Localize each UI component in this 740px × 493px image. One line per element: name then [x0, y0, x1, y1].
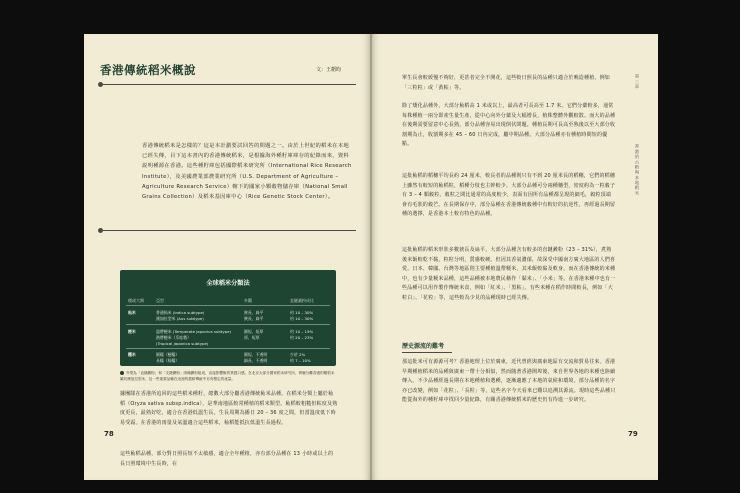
table-header: 亞型 [156, 298, 164, 303]
table-cell: 圓短、不透明 [244, 352, 268, 357]
table-title: 全球稻米分類法 [206, 280, 250, 287]
rice-classification-table [120, 270, 336, 366]
table-cell: 熱帶粳米（爪哇稻） [156, 335, 192, 340]
table-divider [126, 324, 330, 325]
table-cell: 約 10 – 30% [290, 316, 314, 321]
article-author: 文：王韜昀 [316, 67, 342, 73]
table-cell: 長糯（秈糯） [156, 358, 180, 363]
table-cell: (Tropical japonica subtype) [156, 341, 209, 346]
table-cell: 普通秈米 (Indica subtype) [156, 310, 205, 315]
table-cell: 約 10 – 19% [290, 329, 314, 334]
body-paragraph: 這批秈稻的稻穗平均長約 24 厘米，較長者的品種則只有不到 20 厘米長的稻穗，它們的稻穗上雖然有較短的秈稻粒，稻種分枝也主幹較少。大部分品種可分兩種穗型，密度約為一粒穀子有 3 – 4 顆穀粒，穀粒之間比通常的高度較少，表面有因所有品種都呈現的細毛，穀粒頂端會有毛狀的穀芒。在長期保存中，部分品種在香港傳統穀種中有較好的抗逆性，再經過長期留種的選擇，是香港本土較有特色的品種。 [402, 173, 616, 218]
table-cell: 厚、短厚 [244, 335, 260, 340]
body-paragraph: 這些秈稻品種，部分對日照長短不太敏感，適合全年種植，亦有部分品種在 13 小時或以上的長日照環境中生長時，在 [120, 451, 334, 467]
page-number: 78 [104, 430, 114, 438]
body-paragraph: 單生長會較緩慢不夠好，更甚者完全不開花，這些較日照長的品種只適合於晚造種植，例如「三粒粒」或「黃粘」等。 [402, 75, 611, 91]
table-divider [126, 305, 330, 306]
table-cell: 狹長、扁平 [244, 310, 264, 315]
table-header: 直鏈澱粉成比 [290, 298, 314, 303]
body-paragraph: 那這批米可有源源可考？香港地理上位於廣東，近代曾經與廣東地區有交流和貿易往來。香港早期種植稻米的品種與廣東一帶十分相似，然而隨著香港開埠後，來自世界各地的米種也陸續傳入，不少品種經過長期在本地種植和選種，逐漸適應了本地的氣候和環境。部分品種的名字亦已改變，例如「花粒」、「長粒」等，這些名字今天看來已難以追溯其源流。現時這些品種只能從海外的種籽庫中找回少量紀錄，有關香港傳統稻米的歷史仍有待進一步研究。 [402, 359, 616, 404]
page-number: 79 [628, 430, 638, 438]
table-cell: 約 7 – 10% [290, 358, 311, 363]
table-divider [126, 348, 330, 349]
intro-paragraph: 香港傳統稻米是怎樣的？這是本計劃要試回答的問題之一。由於上世紀的稻米在本地已經失傳，目下這本書內的香港傳統稻米，是根據海外種籽庫庫存的紀錄而來，資料説明種源在香港。這些種籽庫包括國際稻米研究所（International Rice Research Institute），及美國農業部農業研究所（U.S. Department of Agriculture – Agriculture Research Service）轄下的國家小顆穀物儲存庫（National Small Grains Collection）及稻米基因庫中心（Rice Genetic Stock Center）。 [142, 143, 352, 201]
section-heading: 歷史源流的難考 [402, 343, 445, 350]
running-section-title: 香港的古稻與本地稻米 [635, 144, 640, 196]
body-paragraph: 除了矮化品種外，大部分秈稻高 1 米或以上，最高者可長高至 1.7 米。它們分蘗較多，通常每株種植一兩分即產生量生產，從中心向外分蘗及大幅增長，植株整體外觀較散。而大的品種在後期需要留意中心長熟，部分品種容易出現倒伏問題。種植長期可長高至熟後以至大部分收割期為止，收割期多在 45 – 60 日內完成，屬中期品種。大部分品種亦有種植時間短的優點。 [402, 103, 616, 148]
table-cell: 澳加拉型米 (Aus subtype) [156, 316, 204, 321]
table-row-group: 粳米 [128, 329, 136, 334]
table-cell: 溫帶粳米 (Temperate japonica subtype) [156, 329, 232, 334]
footnote-text: 外型為「直鏈澱粉」和「支鏈澱粉」兩種澱粉組成，直接影響飯的質感口感。在北京大部分國家稻米研究所，實驗分離香港的糯稻米屬於澳加拉型米，及一些重要品種在這裡的農耕傳統中另有穩定的產量。 [120, 371, 335, 381]
table-header: 種或大類 [128, 298, 144, 303]
body-paragraph: 這批秈稻的稻米形狀多數狹長及扁平，大部分品種含有較多的直鏈澱粉（23 – 31%），煮熟後米飯較乾不黏，粒粒分明，質感較硬。但因其香氣濃郁，故深受中國南方廣大地區的人們喜愛。日本、韓國、台灣等地區則主要種植溫帶粳米，其米飯較黏及軟身。而在香港傳統的米種中，也有少量粳米品種，這些品種被本地農民稱作「黏米」、「小米」等。在香港米種中也有一些品種可以用作製作傳統米食，例如「紅米」、「黑粘」。有些米種在稻作時間較長，例如「大粒白」、「花粒」等，這些較為少見的品種現時已經失傳。 [402, 247, 616, 301]
title-rule [100, 84, 356, 85]
heading-rule [402, 352, 452, 353]
table-cell: 約 20 – 23% [290, 335, 314, 340]
table-header: 外觀 [244, 298, 252, 303]
rule-dot [98, 228, 103, 233]
table-row-group: 糯米 [128, 352, 136, 357]
table-cell: 圓短、短厚 [244, 329, 264, 334]
table-cell: 圓糯（粳糯） [156, 352, 180, 357]
section-rule [100, 230, 356, 231]
footnote-bullet-icon [120, 371, 124, 375]
chapter-label: 第三章 [635, 74, 640, 90]
table-cell: 約 10 – 30% [290, 310, 314, 315]
article-title: 香港傳統稻米概說 [100, 63, 196, 77]
right-page [372, 34, 658, 480]
body-paragraph: 據團隊在香港所追回的這些稻米種籽，總數大部分屬香港傳統秈米品種。在稻米分類上屬於秈稻（Oryza sativa subsp.indica），是華南地區較常種植的稻米類型。秈稻較粗糙但粘度及熟度更長，最熟好吃，適合在香港低溫生長，生長周期為播日 20 – 36 度之間，但當溫度低下時易受霜。在香港的雨量及氣溫適合這些稻米，秈稻能抵抗低溫生長過程。 [120, 391, 338, 426]
table-row-group: 秈米 [128, 310, 136, 315]
rule-dot [98, 82, 103, 87]
table-footnote [120, 371, 336, 382]
left-page [84, 34, 370, 480]
table-cell: 少於 2% [290, 352, 306, 357]
table-cell: 狹長、扁平 [244, 316, 264, 321]
table-cell: 細長、不透明 [244, 358, 268, 363]
